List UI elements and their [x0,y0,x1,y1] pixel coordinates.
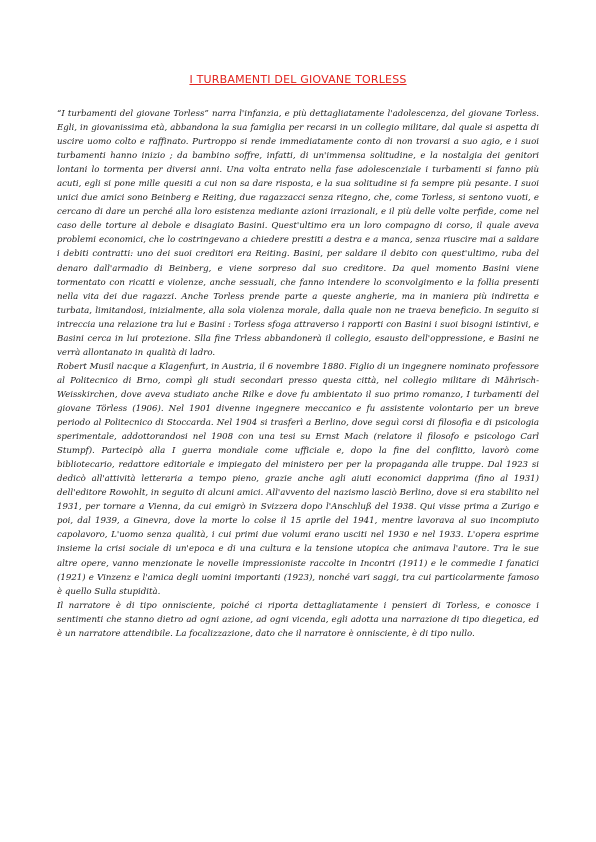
document-body [57,107,539,641]
paragraph-author-biography: Robert Musil nacque a Klagenfurt, in Austria, il 6 novembre 1880. Figlio di un ingegnere nominato professore al Politecnico di Brno, compì gli studi secondari presso questa città, nel collegio militare di Mährisch-Weisskirchen, dove aveva studiato anche Rilke e dove fu ambientato il suo primo romanzo, I turbamenti del giovane Törless (1906). Nel 1901 divenne ingegnere meccanico e fu assistente volontario per un breve periodo al Politecnico di Stoccarda. Nel 1904 si trasferì a Berlino, dove seguì corsi di filosofia e di psicologia sperimentale, addottorandosi nel 1908 con una tesi su Ernst Mach (relatore il filosofo e psicologo Carl Stumpf). Partecipò alla I guerra mondiale come ufficiale e, dopo la fine del conflitto, lavorò come bibliotecario, redattore editoriale e impiegato del ministero per per la propaganda alle truppe. Dal 1923 si dedicò all'attività letteraria a tempo pieno, grazie anche agli aiuti economici dapprima (fino al 1931) dell'editore Rowohlt, in seguito di alcuni amici. All'avvento del nazismo lasciò Berlino, dove si era stabilito nel 1931, per tornare a Vienna, da cui emigrò in Svizzera dopo l'Anschluß del 1938. Qui visse prima a Zurigo e poi, dal 1939, a Ginevra, dove la morte lo colse il 15 aprile del 1941, mentre lavorava al suo incompiuto capolavoro, L'uomo senza qualità, i cui primi due volumi erano usciti nel 1930 e nel 1933. L'opera esprime insieme la crisi sociale di un'epoca e di una cultura e la tensione utopica che animava l'autore. Tra le sue altre opere, vanno menzionate le novelle impressioniste raccolte in Incontri (1911) e le commedie I fanatici (1921) e Vinzenz e l'amica degli uomini importanti (1923), nonché vari saggi, tra cui particolarmente famoso è quello Sulla stupidità. [57,361,539,597]
paragraph-narrator-analysis: Il narratore è di tipo onnisciente, poiché ci riporta dettagliatamente i pensieri di Torless, e conosce i sentimenti che stanno dietro ad ogni azione, ad ogni vicenda, egli adotta una narrazione di tipo diegetica, ed è un narratore attendibile. La focalizzazione, dato che il narratore è onnisciente, è di tipo nullo. [57,600,539,639]
page-title: I TURBAMENTI DEL GIOVANE TORLESS [189,73,407,86]
paragraph-plot-summary: “I turbamenti del giovane Torless” narra l'infanzia, e più dettagliatamente l'adolescenza, del giovane Torless. Egli, in giovanissima età, abbandona la sua famiglia per recarsi in un collegio militare, dal quale si aspetta di uscire uomo colto e raffinato. Purtroppo si rende immediatamente conto di non trovarsi a suo agio, e i suoi turbamenti hanno inizio ; da bambino soffre, infatti, di un'immensa solitudine, e la nostalgia dei genitori lontani lo tormenta per diversi anni. Una volta entrato nella fase adolescenziale i turbamenti si fanno più acuti, egli si pone mille quesiti a cui non sa dare risposta, e la sua solitudine si fa sempre più pesante. I suoi unici due amici sono Beinberg e Reiting, due ragazzacci senza ritegno, che, come Torless, si sentono vuoti, e cercano di dare un perché alla loro esistenza mediante azioni irrazionali, e il più delle volte perfide, come nel caso delle torture al debole e disagiato Basini. Quest'ultimo era un loro compagno di corso, il quale aveva problemi economici, che lo costringevano a chiedere prestiti a destra e a manca, senza riuscire mai a saldare i debiti contratti: uno dei suoi creditori era Reiting. Basini, per saldare il debito con quest'ultimo, ruba del denaro dall'armadio di Beinberg, e viene sorpreso dal suo creditore. Da quel momento Basini viene tormentato con ricatti e violenze, anche sessuali, che fanno intendere lo sconvolgimento e la follia presenti nella vita dei due ragazzi. Anche Torless prende parte a queste angherie, ma in maniera più indiretta e turbata, limitandosi, inizialmente, alla sola violenza morale, dalla quale non ne traeva beneficio. In seguito si intreccia una relazione tra lui e Basini : Torless sfoga attraverso i rapporti con Basini i suoi bisogni istintivi, e Basini cerca in lui protezione. Slla fine Trless abbandonerà il collegio, esausto dell'oppressione, e Basini ne verrà allontanato in qualità di ladro. [57,109,539,358]
